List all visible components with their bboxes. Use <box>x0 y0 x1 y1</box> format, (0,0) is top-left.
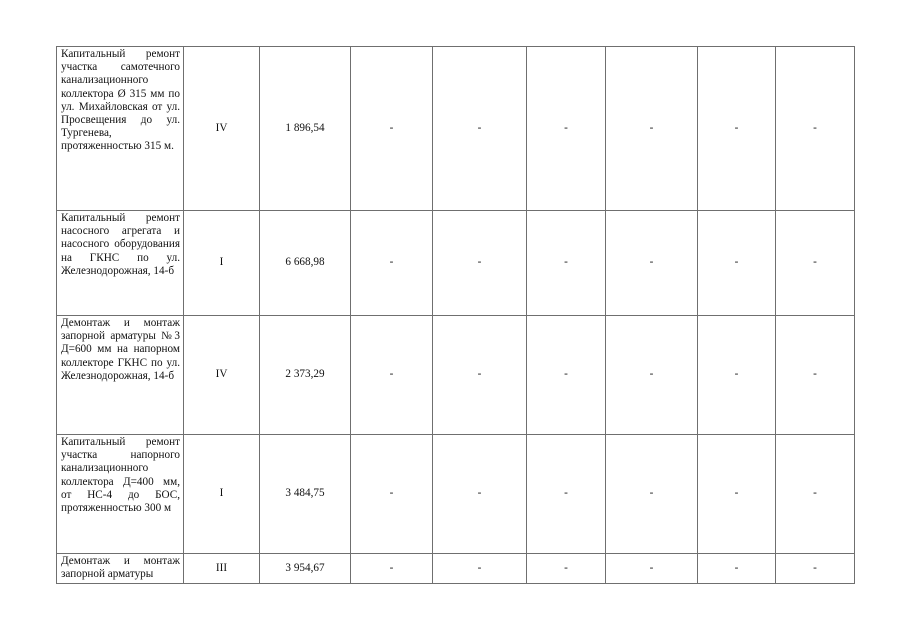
work-category: I <box>184 435 260 554</box>
work-cost: 3 484,75 <box>260 435 351 554</box>
work-category: IV <box>184 316 260 435</box>
year-value: - <box>776 47 855 211</box>
table-row <box>57 316 855 435</box>
year-value: - <box>606 316 698 435</box>
table-row <box>57 211 855 316</box>
work-description: Демонтаж и монтаж запорной арматуры <box>57 554 184 584</box>
year-value: - <box>351 316 433 435</box>
year-value: - <box>698 435 776 554</box>
work-description: Капитальный ремонт участка самотечного канализационного коллектора Ø 315 мм по ул. Михайловская от ул. Просвещения до ул. Тургенева, протяженностью 315 м. <box>57 47 184 211</box>
work-category: I <box>184 211 260 316</box>
year-value: - <box>433 554 527 584</box>
year-value: - <box>433 316 527 435</box>
year-value: - <box>433 435 527 554</box>
year-value: - <box>698 554 776 584</box>
year-value: - <box>698 316 776 435</box>
year-value: - <box>433 47 527 211</box>
work-category: III <box>184 554 260 584</box>
work-cost: 1 896,54 <box>260 47 351 211</box>
year-value: - <box>527 554 606 584</box>
year-value: - <box>351 554 433 584</box>
year-value: - <box>527 211 606 316</box>
year-value: - <box>776 554 855 584</box>
year-value: - <box>606 47 698 211</box>
work-description: Капитальный ремонт насосного агрегата и насосного оборудования на ГКНС по ул. Железнодорожная, 14-б <box>57 211 184 316</box>
year-value: - <box>606 554 698 584</box>
work-category: IV <box>184 47 260 211</box>
year-value: - <box>776 316 855 435</box>
work-description: Демонтаж и монтаж запорной арматуры №3 Д=600 мм на напорном коллекторе ГКНС по ул. Железнодорожная, 14-б <box>57 316 184 435</box>
works-table <box>56 46 855 584</box>
year-value: - <box>527 47 606 211</box>
year-value: - <box>776 435 855 554</box>
year-value: - <box>776 211 855 316</box>
year-value: - <box>433 211 527 316</box>
year-value: - <box>527 316 606 435</box>
work-cost: 6 668,98 <box>260 211 351 316</box>
table-row <box>57 435 855 554</box>
work-description: Капитальный ремонт участка напорного канализационного коллектора Д=400 мм, от НС-4 до БОС, протяженностью 300 м <box>57 435 184 554</box>
year-value: - <box>351 435 433 554</box>
year-value: - <box>698 211 776 316</box>
year-value: - <box>606 211 698 316</box>
year-value: - <box>527 435 606 554</box>
work-cost: 3 954,67 <box>260 554 351 584</box>
work-cost: 2 373,29 <box>260 316 351 435</box>
year-value: - <box>698 47 776 211</box>
table-row <box>57 554 855 584</box>
table-row <box>57 47 855 211</box>
year-value: - <box>351 211 433 316</box>
year-value: - <box>606 435 698 554</box>
year-value: - <box>351 47 433 211</box>
